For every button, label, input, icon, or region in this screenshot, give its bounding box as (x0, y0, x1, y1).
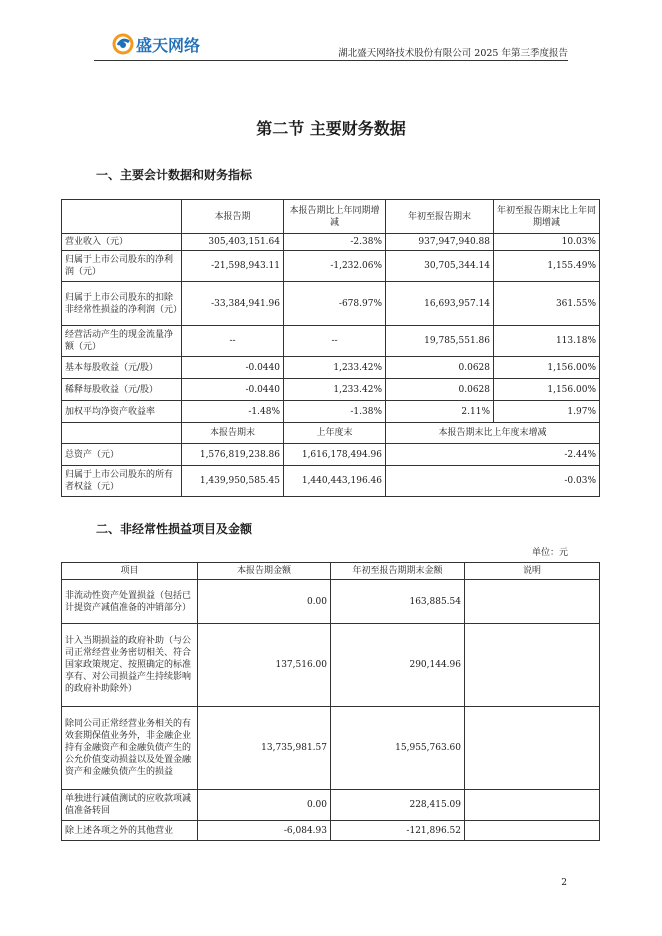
non-recurring-items-table (61, 562, 600, 841)
cell-value: 1,616,178,494.96 (284, 444, 386, 466)
cell-note (465, 624, 600, 707)
cell-value: -0.03% (386, 466, 600, 497)
row-label: 营业收入（元） (62, 234, 182, 251)
part2-heading: 二、非经常性损益项目及金额 (96, 522, 253, 536)
cell-note (465, 790, 600, 821)
cell-value: 10.03% (494, 234, 600, 251)
cell-value: 1,155.49% (494, 251, 600, 282)
row-label: 归属于上市公司股东的扣除非经常性损益的净利润（元） (62, 282, 182, 326)
cell-value: -1.48% (182, 401, 284, 423)
item-label: 非流动性资产处置损益（包括已计提资产减值准备的冲销部分） (62, 580, 198, 624)
cell-value: 228,415.09 (331, 790, 465, 821)
cell-value: -0.0440 (182, 357, 284, 379)
cell-value: 937,947,940.88 (386, 234, 494, 251)
cell-value: 113.18% (494, 326, 600, 357)
table-row (62, 251, 600, 282)
col-header: 项目 (62, 563, 198, 580)
cell-value: 163,885.54 (331, 580, 465, 624)
table-header-row (62, 200, 600, 234)
row-label: 经营活动产生的现金流量净额（元） (62, 326, 182, 357)
page-number: 2 (561, 878, 567, 888)
table-row (62, 707, 600, 790)
cell-value: 1,233.42% (284, 357, 386, 379)
unit-label: 单位：元 (531, 548, 568, 558)
cell-value: -2.38% (284, 234, 386, 251)
cell-note (465, 707, 600, 790)
cell-value: -1.38% (284, 401, 386, 423)
section-title: 第二节 主要财务数据 (256, 119, 406, 138)
row-label: 稀释每股收益（元/股） (62, 379, 182, 401)
col-header: 本报告期 (182, 200, 284, 234)
row-label: 归属于上市公司股东的净利润（元） (62, 251, 182, 282)
cell-value: 305,403,151.64 (182, 234, 284, 251)
table-row (62, 379, 600, 401)
cell-value: -2.44% (386, 444, 600, 466)
table-row (62, 466, 600, 497)
col-header: 年初至报告期末比上年同期增减 (494, 200, 600, 234)
table-row (62, 326, 600, 357)
cell-value: 13,735,981.57 (198, 707, 331, 790)
col-header: 年初至报告期末 (386, 200, 494, 234)
col-header: 本报告期比上年同期增减 (284, 200, 386, 234)
cell-value: 0.0628 (386, 379, 494, 401)
cell-value: -0.0440 (182, 379, 284, 401)
row-label: 归属于上市公司股东的所有者权益（元） (62, 466, 182, 497)
item-label: 计入当期损益的政府补助（与公司正常经营业务密切相关、符合国家政策规定、按照确定的标准享有、对公司损益产生持续影响的政府补助除外） (62, 624, 198, 707)
header-divider (94, 60, 568, 61)
cell-value: 361.55% (494, 282, 600, 326)
cell-value: -33,384,941.96 (182, 282, 284, 326)
logo-text: 盛天网络 (136, 35, 201, 55)
row-label: 基本每股收益（元/股） (62, 357, 182, 379)
cell-value: 0.00 (198, 580, 331, 624)
cell-note (465, 821, 600, 841)
row-label: 加权平均净资产收益率 (62, 401, 182, 423)
item-label: 单独进行减值测试的应收款项减值准备转回 (62, 790, 198, 821)
item-label: 除同公司正常经营业务相关的有效套期保值业务外，非金融企业持有金融资产和金融负债产生的公允价值变动损益以及处置金融资产和金融负债产生的损益 (62, 707, 198, 790)
company-logo (112, 33, 200, 55)
cell-value: 2.11% (386, 401, 494, 423)
cell-value: 1,439,950,585.45 (182, 466, 284, 497)
col-header: 本报告期末 (182, 423, 284, 444)
cell-value: -1,232.06% (284, 251, 386, 282)
cell-value: -21,598,943.11 (182, 251, 284, 282)
cell-value: 1.97% (494, 401, 600, 423)
cell-value: 1,233.42% (284, 379, 386, 401)
cell-value: 0.00 (198, 790, 331, 821)
col-header: 本报告期金额 (198, 563, 331, 580)
table-row (62, 624, 600, 707)
cell-value: 1,156.00% (494, 379, 600, 401)
cell-value: 137,516.00 (198, 624, 331, 707)
cell-value: 30,705,344.14 (386, 251, 494, 282)
financial-indicators-table (61, 199, 600, 497)
cell-value: 19,785,551.86 (386, 326, 494, 357)
table-row (62, 821, 600, 841)
col-header: 本报告期末比上年度末增减 (386, 423, 600, 444)
table-row (62, 444, 600, 466)
item-label: 除上述各项之外的其他营业 (62, 821, 198, 841)
report-title: 湖北盛天网络技术股份有限公司 2025 年第三季度报告 (338, 48, 568, 59)
col-header: 上年度末 (284, 423, 386, 444)
table-row (62, 790, 600, 821)
cell-value: 15,955,763.60 (331, 707, 465, 790)
col-header: 年初至报告期期末金额 (331, 563, 465, 580)
table-row (62, 357, 600, 379)
cell-value: -6,084.93 (198, 821, 331, 841)
part1-heading: 一、主要会计数据和财务指标 (96, 168, 253, 182)
table-row (62, 282, 600, 326)
cell-value: 1,576,819,238.86 (182, 444, 284, 466)
cell-value: 16,693,957.14 (386, 282, 494, 326)
table-row (62, 234, 600, 251)
cell-value: 290,144.96 (331, 624, 465, 707)
table-subheader-row (62, 423, 600, 444)
cell-value: -678.97% (284, 282, 386, 326)
col-header: 说明 (465, 563, 600, 580)
cell-value: 1,440,443,196.46 (284, 466, 386, 497)
cell-value: -- (182, 326, 284, 357)
cell-value: 1,156.00% (494, 357, 600, 379)
cell-note (465, 580, 600, 624)
row-label: 总资产（元） (62, 444, 182, 466)
logo-mark-icon (112, 33, 134, 55)
cell-value: 0.0628 (386, 357, 494, 379)
cell-value: -- (284, 326, 386, 357)
table-row (62, 580, 600, 624)
table-row (62, 401, 600, 423)
table-header-row (62, 563, 600, 580)
cell-value: -121,896.52 (331, 821, 465, 841)
